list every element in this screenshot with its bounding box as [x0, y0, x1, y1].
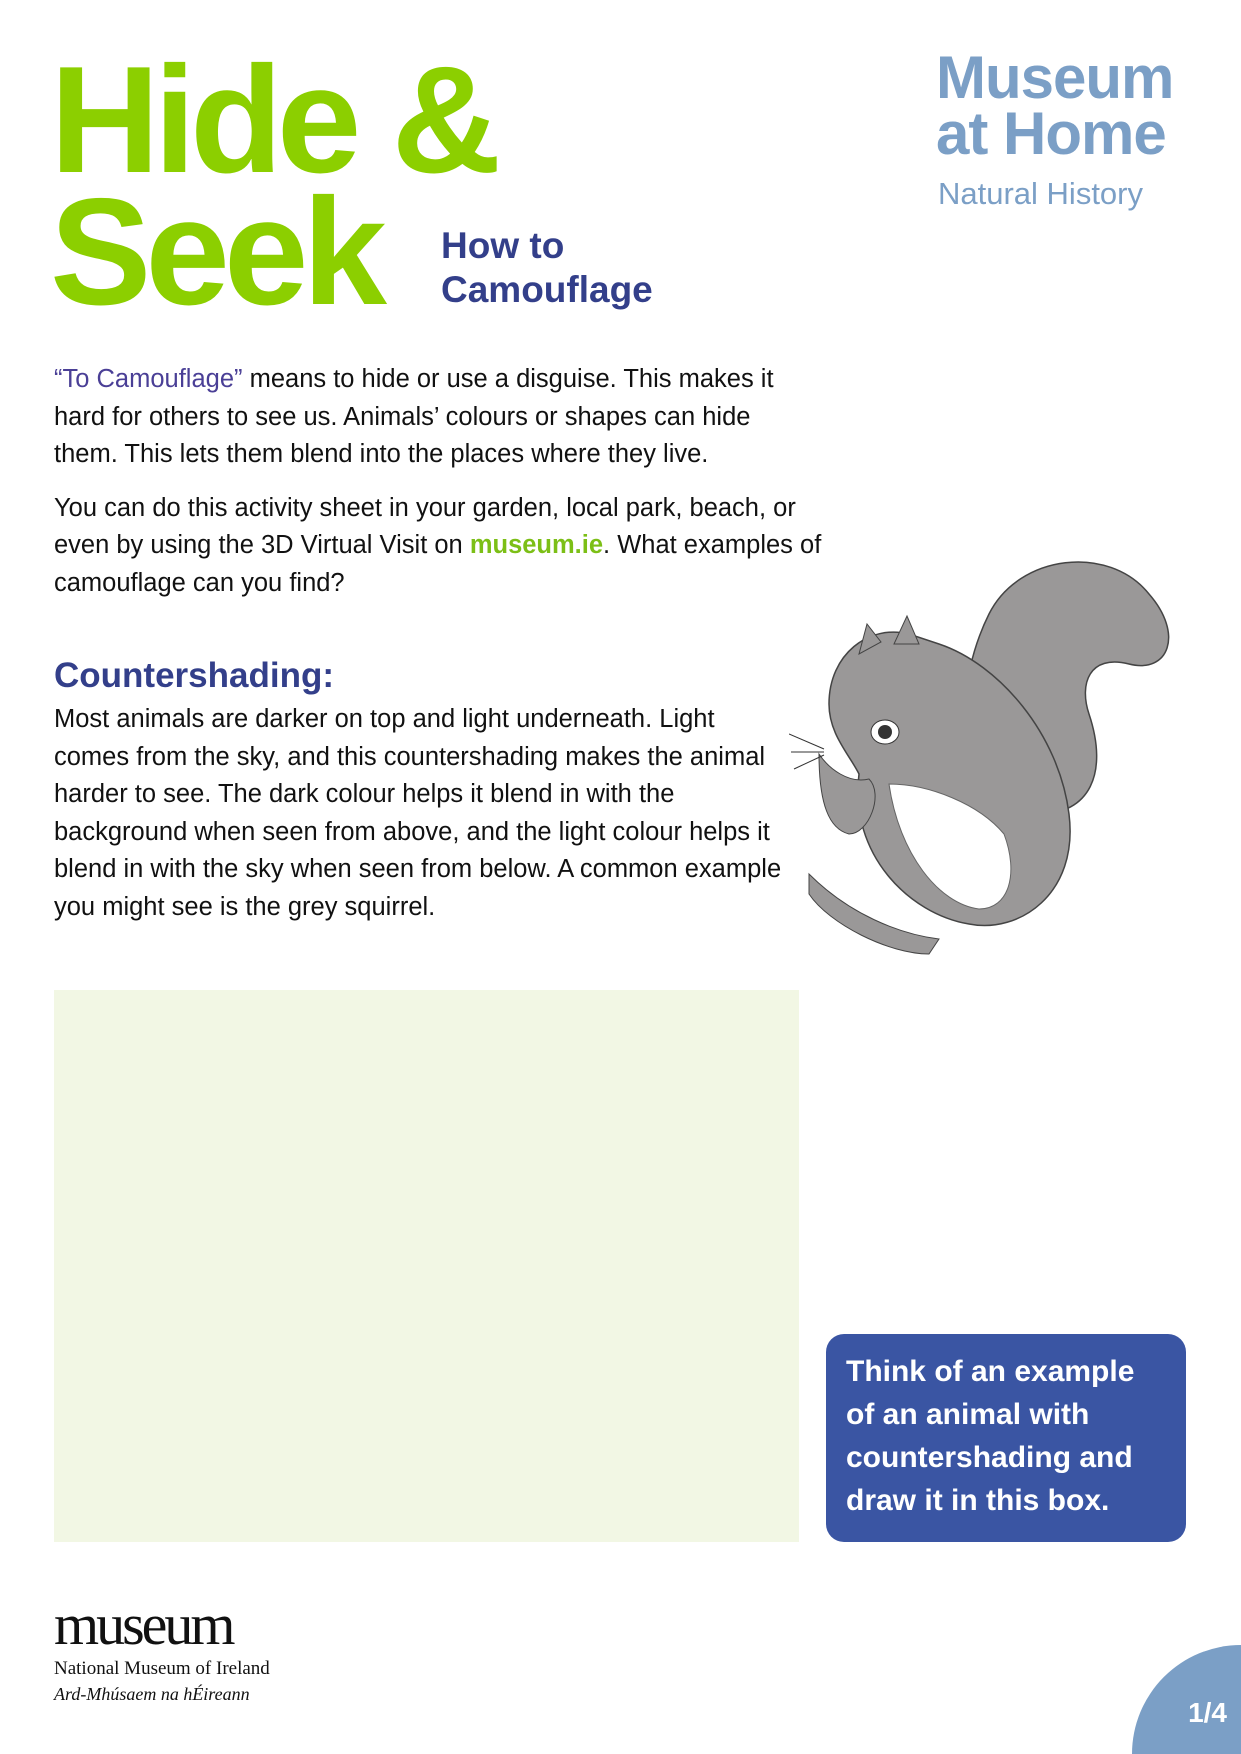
subtitle-line-2: Camouflage [441, 269, 653, 310]
page-number: 1/4 [1188, 1697, 1227, 1728]
nmi-name: National Museum of Ireland [54, 1658, 270, 1679]
nmi-irish-name: Ard-Mhúsaem na hÉireann [54, 1684, 250, 1704]
museum-link[interactable]: museum.ie [469, 531, 604, 559]
title-line-2: Seek [50, 167, 381, 337]
intro-text [54, 361, 824, 618]
intro-quote: “To Camouflage” [54, 365, 243, 393]
section-text: Most animals are darker on top and light underneath. Light comes from the sky, and this countershading makes the animal harder to see. The dark colour helps it blend in with the background when seen from above, and the light colour helps it blend in with the sky when seen from below. A common example you might see is the grey squirrel. [54, 705, 782, 921]
subtitle [441, 224, 653, 312]
museum-at-home-logo [936, 44, 1174, 167]
prompt-box: Think of an example of an animal with countershading and draw it in this box. [826, 1334, 1186, 1542]
section-heading: Countershading: [54, 656, 334, 695]
intro-rest: means to hide or use a disguise. This makes it hard for others to see us. Animals’ colours or shapes can hide them. This lets them blend into the places where they live. [54, 365, 774, 468]
subtitle-line-1: How to [441, 225, 565, 266]
brand-line-2: at Home [936, 100, 1166, 167]
section-label: Natural History [938, 176, 1143, 211]
activity-paragraph [54, 490, 824, 603]
brand-line-1: Museum [936, 44, 1174, 111]
activity-after: . What examples of camouflage can you find? [54, 531, 822, 597]
activity-before: You can do this activity sheet in your garden, local park, beach, or even by using the 3D Virtual Visit on [54, 493, 796, 559]
intro-paragraph [54, 361, 794, 474]
title-line-1: Hide & [50, 35, 496, 205]
drawing-area[interactable] [54, 990, 799, 1542]
nmi-logo: museum [54, 1592, 233, 1657]
squirrel-illustration [789, 554, 1189, 974]
